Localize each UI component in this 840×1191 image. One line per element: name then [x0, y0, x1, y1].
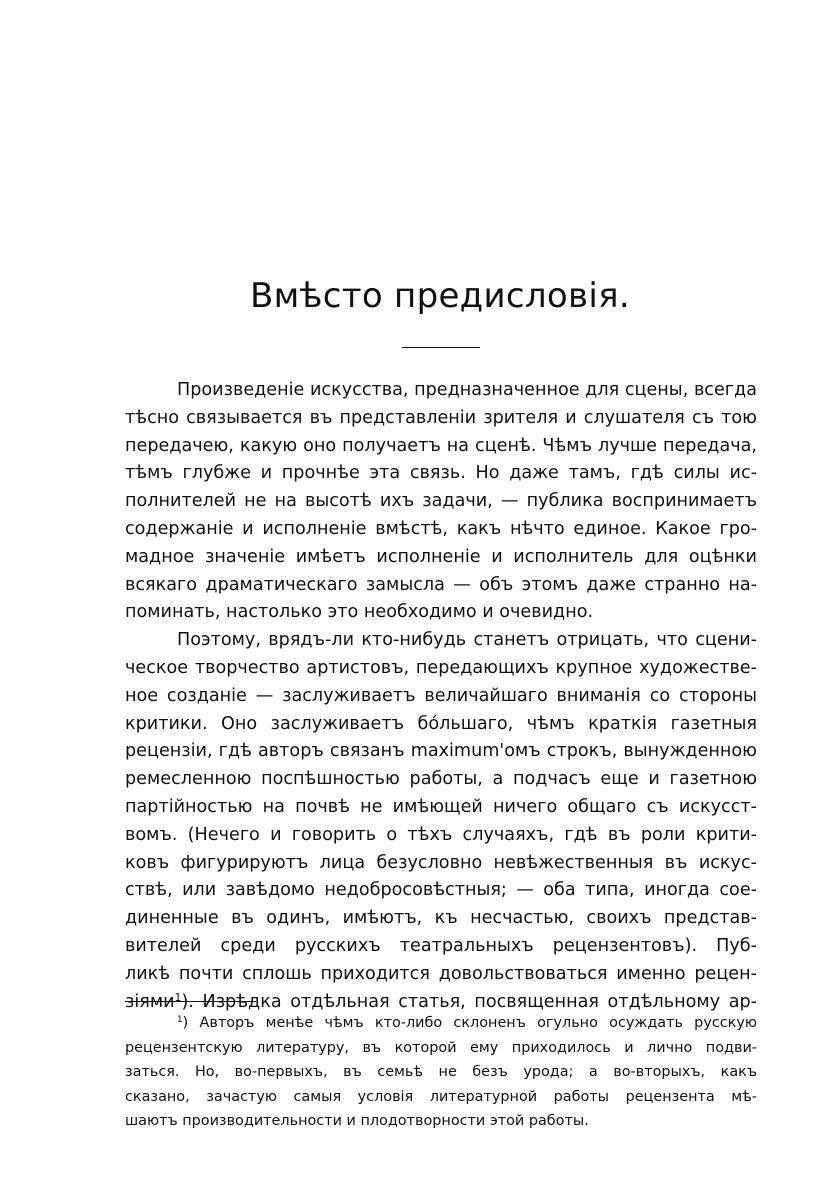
text-line: рецензіи, гдѣ авторъ связанъ maximum'омъ строкъ, вынужденною	[125, 741, 757, 762]
text-line: ствѣ, или завѣдомо недобросовѣстныя; — оба типа, иногда сое-	[125, 880, 757, 901]
text-line: всякаго драматическаго замысла — объ этомъ даже странно на-	[125, 574, 757, 595]
text-line: ремесленною поспѣшностью работы, а подчасъ еще и газетною	[125, 769, 757, 790]
text-line: ликѣ почти сплошь приходится довольствоваться именно рецен-	[125, 963, 757, 984]
footnote-marker: 1	[174, 990, 182, 1004]
footnote-line-with-marker: $^1$) Авторъ менѣе чѣмъ кто-либо склоненъ огульно осуждать русскую	[177, 1015, 757, 1031]
text-line: содержаніе и исполненіе вмѣстѣ, какъ нѣчто единое. Какое гро-	[125, 518, 757, 539]
page-title: Вмѣсто предисловія.	[250, 276, 630, 316]
text-line: поминать, настолько это необходимо и очевидно.	[125, 602, 594, 623]
text-line: вителей среди русскихъ театральныхъ рецензентовъ). Пуб-	[125, 935, 757, 956]
text-line: партійностью на почвѣ не имѣющей ничего общаго съ искусст-	[125, 796, 757, 817]
footnote-line: сказано, зачастую самыя условія литературной работы рецензента мѣ-	[125, 1088, 757, 1105]
footnote-fragment: Авторъ менѣе чѣмъ кто-либо склоненъ огульно осуждать русскую	[199, 1015, 757, 1031]
text-line: передачею, какую оно получаетъ на сценѣ. Чѣмъ лучше передача,	[125, 435, 757, 456]
footnote-line: рецензентскую литературу, въ которой ему приходилось и лично подви-	[125, 1039, 757, 1056]
text-line: Произведеніе искусства, предназначенное для сцены, всегда	[177, 380, 757, 400]
footnote-divider	[125, 1001, 256, 1002]
main-text	[125, 377, 757, 1016]
text-line: ное созданіе — заслуживаетъ величайшаго вниманія со стороны	[125, 685, 757, 706]
text-line: Поэтому, врядъ-ли кто-нибудь станетъ отрицать, что сцени-	[177, 630, 757, 651]
text-line: критики. Оно заслуживаетъ бо́льшаго, чѣмъ краткія газетныя	[125, 713, 757, 734]
text-fragment: зіями	[125, 991, 175, 1012]
text-line: ковъ фигурируютъ лица безусловно невѣжественныя въ искус-	[125, 852, 757, 873]
footnote-number: 1	[177, 1015, 183, 1026]
footnote-line: заться. Но, во-первыхъ, въ семьѣ не безъ урода; а во-вторыхъ, какъ	[125, 1064, 757, 1081]
footnote	[125, 1011, 757, 1134]
text-line: ческое творчество артистовъ, передающихъ крупное художестве-	[125, 657, 757, 678]
text-line: диненные въ одинъ, имѣютъ, къ несчастью, своихъ представ-	[125, 908, 757, 929]
text-line: тѣмъ глубже и прочнѣе эта связь. Но даже тамъ, гдѣ силы ис-	[125, 463, 757, 484]
footnote-line: шаютъ производительности и плодотворности этой работы.	[125, 1113, 589, 1130]
text-fragment: ). Изрѣдка отдѣльная статья, посвященная отдѣльному ар-	[181, 991, 757, 1012]
text-line: полнителей не на высотѣ ихъ задачи, — публика воспринимаетъ	[125, 491, 757, 512]
text-line: вомъ. (Нечего и говорить о тѣхъ случаяхъ, гдѣ въ роли крити-	[125, 824, 757, 845]
text-line: мадное значеніе имѣетъ исполненіе и исполнитель для оцѣнки	[125, 546, 757, 567]
text-line: тѣсно связывается въ представленіи зрителя и слушателя съ тою	[125, 407, 757, 428]
title-divider	[402, 347, 480, 348]
